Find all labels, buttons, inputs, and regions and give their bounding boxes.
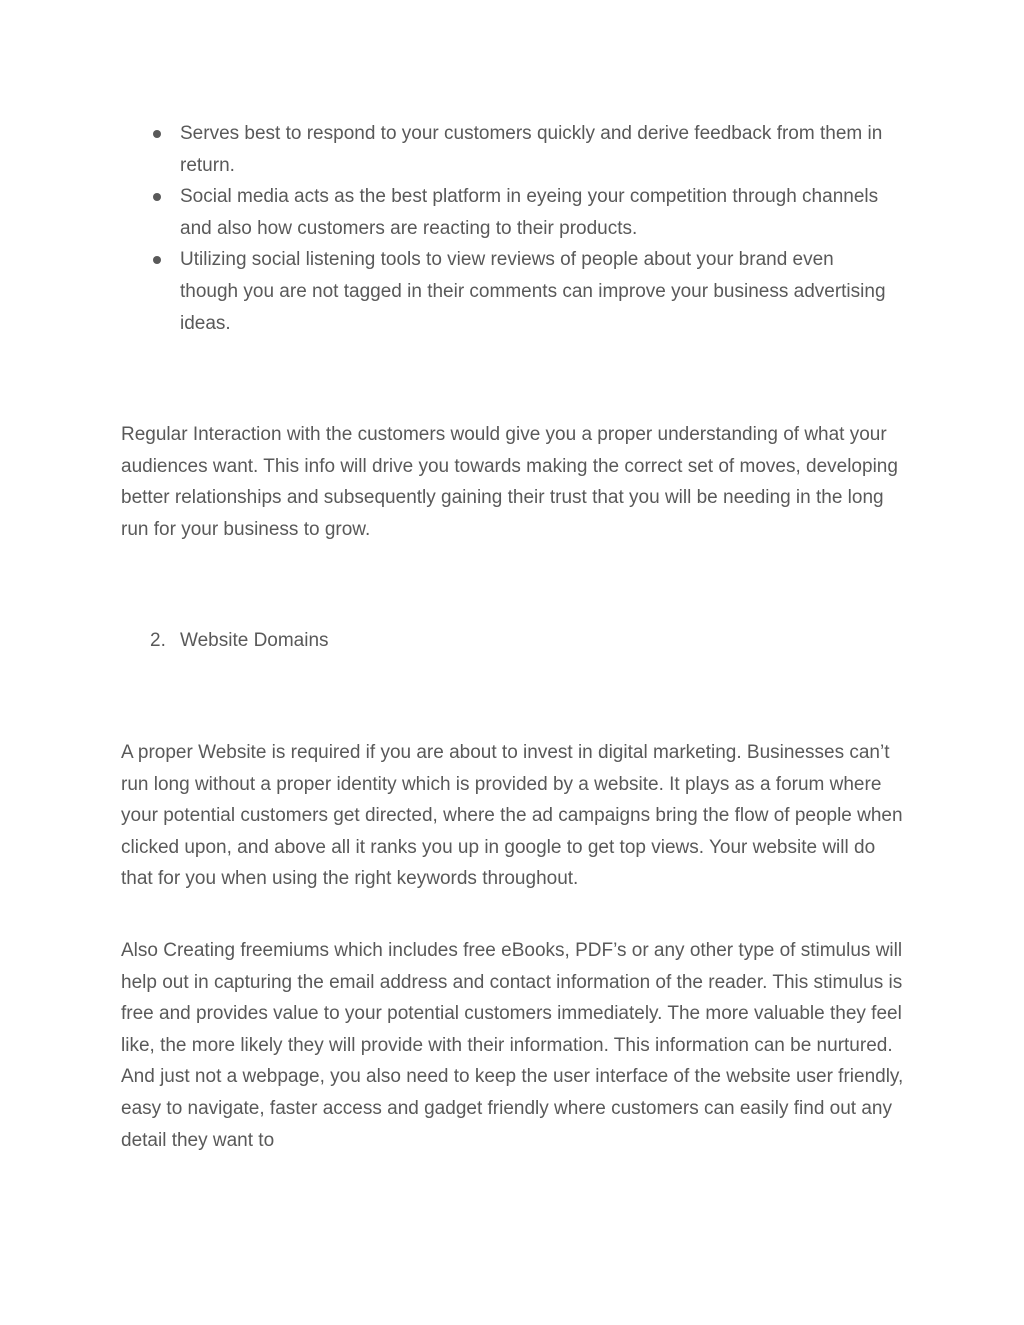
bullet-dot-icon — [153, 193, 161, 201]
paragraph-website: A proper Website is required if you are about to invest in digital marketing. Businesses can’t run long without a proper identity which is provided by a website. It plays as a forum where your potential customers get directed, where the ad campaigns bring the flow of people when clicked upon, and above all it ranks you up in google to get top views. Your website will do that for you when using the right keywords throughout. — [121, 742, 903, 890]
bullet-text: Social media acts as the best platform in eyeing your competition through channels and also how customers are reacting to their products. — [180, 186, 879, 239]
bullet-list — [150, 118, 890, 339]
bullet-text: Serves best to respond to your customers quickly and derive feedback from them in return. — [180, 123, 883, 176]
bullet-item — [150, 118, 890, 181]
list-number: 2. — [150, 630, 166, 651]
paragraph-freemiums: Also Creating freemiums which includes free eBooks, PDF’s or any other type of stimulus will help out in capturing the email address and contact information of the reader. This stimulus is free and provides value to your potential customers immediately. The more valuable they feel like, the more likely they will provide with their information. This information can be nurtured. And just not a webpage, you also need to keep the user interface of the website user friendly, easy to navigate, faster access and gadget friendly where customers can easily find out any detail they want to — [121, 940, 904, 1151]
bullet-item — [150, 244, 890, 339]
bullet-dot-icon — [153, 130, 161, 138]
bullet-dot-icon — [153, 256, 161, 264]
section-title: Website Domains — [180, 630, 329, 651]
numbered-heading — [150, 625, 329, 657]
bullet-item — [150, 181, 890, 244]
bullet-text: Utilizing social listening tools to view reviews of people about your brand even though you are not tagged in their comments can improve your business advertising ideas. — [180, 249, 886, 334]
paragraph-interaction: Regular Interaction with the customers would give you a proper understanding of what your audiences want. This info will drive you towards making the correct set of moves, developing better relationships and subsequently gaining their trust that you will be needing in the long run for your business to grow. — [121, 424, 898, 540]
